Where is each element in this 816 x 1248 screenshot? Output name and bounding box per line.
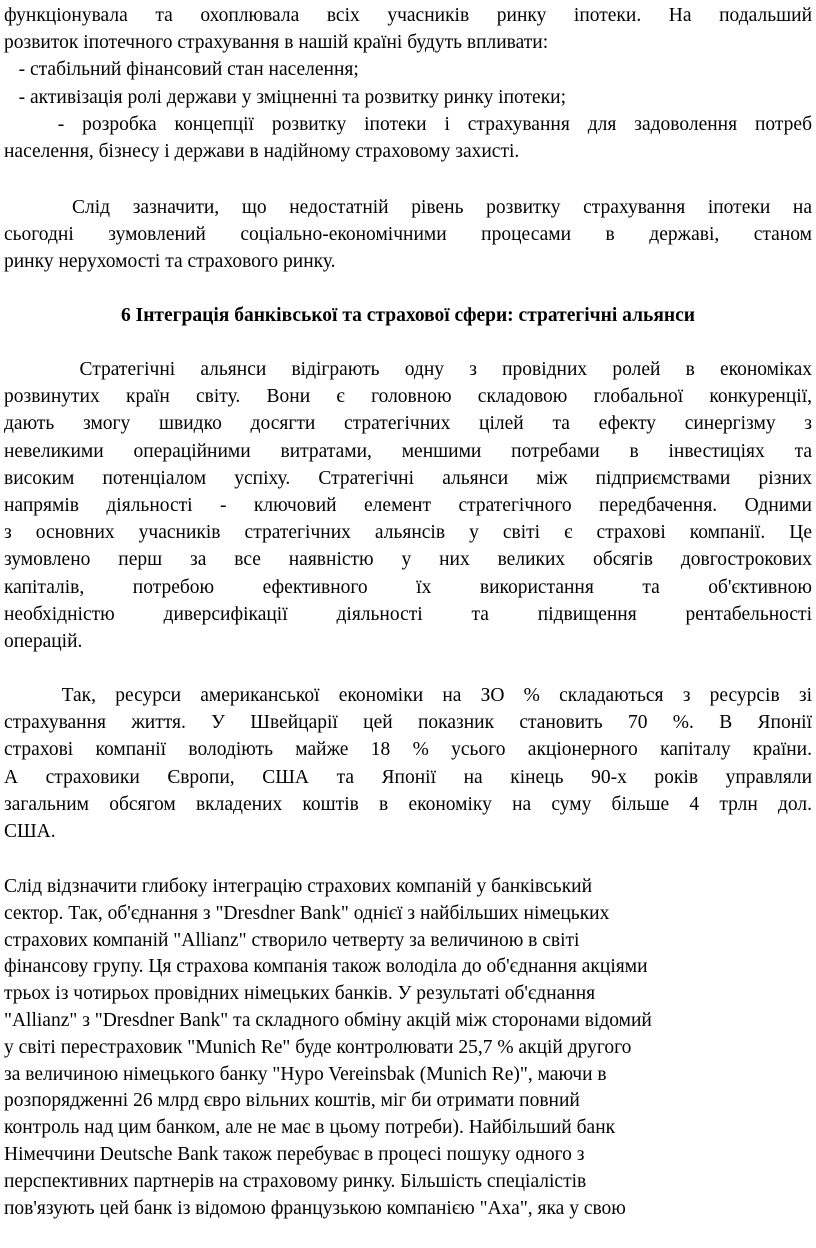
text-line: високим потенціалом успіху. Стратегічні альянси між підприємствами різних bbox=[4, 467, 812, 489]
text-line: розвинутих країн світу. Вони є головною складовою глобальної конкуренції, bbox=[4, 386, 812, 408]
text-line: А страховики Європи, США та Японії на кінець 90-х років управляли bbox=[4, 766, 812, 788]
text-line: Німеччини Deutsche Bank також перебуває в процесі пошуку одного з bbox=[4, 1143, 585, 1165]
text-line: сектор. Так, об'єднання з "Dresdner Bank" однієї з найбільших німецьких bbox=[4, 902, 610, 924]
text-line: населення, бізнесу і держави в надійному страховому захисті. bbox=[4, 140, 520, 162]
section-heading: 6 Інтеграція банківської та страхової сфери: стратегічні альянси bbox=[120, 305, 695, 326]
text-line: з основних учасників стратегічних альянсів у світі є страхові компанії. Це bbox=[4, 522, 812, 544]
text-line: зумовлено перш за все наявністю у них великих обсягів довгострокових bbox=[4, 549, 812, 571]
intro-paragraph bbox=[4, 2, 812, 165]
text-line: дають змогу швидко досягти стратегічних цілей та ефекту синергізму з bbox=[4, 413, 812, 435]
integration-paragraph bbox=[4, 874, 812, 1222]
text-line: напрямів діяльності - ключовий елемент стратегічного передбачення. Одними bbox=[4, 494, 812, 516]
text-line: ринку нерухомості та страхового ринку. bbox=[4, 251, 336, 273]
text-line: розпорядженні 26 млрд євро вільних коштів, міг би отримати повний bbox=[4, 1090, 580, 1112]
text-line: трьох із чотирьох провідних німецьких банків. У результаті об'єднання bbox=[4, 983, 596, 1005]
text-line: контроль над цим банком, але не має в цьому потреби). Найбільший банк bbox=[4, 1117, 616, 1139]
text-line: фінансову групу. Ця страхова компанія також володіла до об'єднання акціями bbox=[4, 956, 648, 978]
text-line: розвиток іпотечного страхування в нашій країні будуть впливати: bbox=[4, 32, 549, 54]
text-line: за величиною німецького банку "Hypo Vereinsbak (Munich Re)", маючи в bbox=[4, 1063, 607, 1085]
text-line: Стратегічні альянси відіграють одну з провідних ролей в економіках bbox=[4, 359, 812, 380]
text-line: загальним обсягом вкладених коштів в економіку на суму більше 4 трлн дол. bbox=[4, 793, 812, 815]
alliances-paragraph bbox=[4, 356, 812, 655]
note-paragraph bbox=[4, 194, 812, 276]
text-line: Так, ресурси американської економіки на ЗО % складаються з ресурсів зі bbox=[4, 685, 812, 706]
text-line: невеликими операційними витратами, меншими потребами в інвестиціях та bbox=[4, 440, 812, 462]
text-line: пов'язують цей банк із відомою французькою компанією "Аха", яка у свою bbox=[4, 1197, 626, 1219]
text-line: необхідністю диверсифікації діяльності та підвищення рентабельності bbox=[4, 603, 812, 625]
text-line: страхові компанії володіють майже 18 % усього акціонерного капіталу країни. bbox=[4, 739, 812, 761]
text-line: страхування життя. У Швейцарії цей показник становить 70 %. В Японії bbox=[4, 712, 812, 734]
text-line: перспективних партнерів на страховому ринку. Більшість спеціалістів bbox=[4, 1170, 587, 1192]
list-item: - розробка концепції розвитку іпотеки і страхування для задоволення потреб bbox=[4, 113, 812, 135]
text-line: страхових компаній "Allianz" створило четверту за величиною в світі bbox=[4, 929, 580, 951]
text-line: Слід зазначити, що недостатній рівень розвитку страхування іпотеки на bbox=[4, 197, 813, 218]
text-line: сьогодні зумовлений соціально-економічними процесами в державі, станом bbox=[4, 224, 812, 246]
list-item: - стабільний фінансовий стан населення; bbox=[4, 59, 359, 81]
resources-paragraph bbox=[4, 682, 812, 845]
text-line: "Allianz" з "Dresdner Bank" та складного обміну акцій між сторонами відомий bbox=[4, 1009, 652, 1031]
list-item: - активізація ролі держави у зміцненні та розвитку ринку іпотеки; bbox=[4, 86, 567, 108]
text-line: функціонувала та охоплювала всіх учасників ринку іпотеки. На подальший bbox=[4, 5, 812, 26]
text-line: капіталів, потребою ефективного їх використання та об'єктивною bbox=[4, 576, 812, 598]
text-line: США. bbox=[4, 820, 56, 842]
text-line: у світі перестраховик "Munich Re" буде контролювати 25,7 % акцій другого bbox=[4, 1036, 632, 1058]
text-line: операцій. bbox=[4, 630, 83, 652]
text-line: Слід відзначити глибоку інтеграцію страхових компаній у банківський bbox=[4, 876, 593, 897]
